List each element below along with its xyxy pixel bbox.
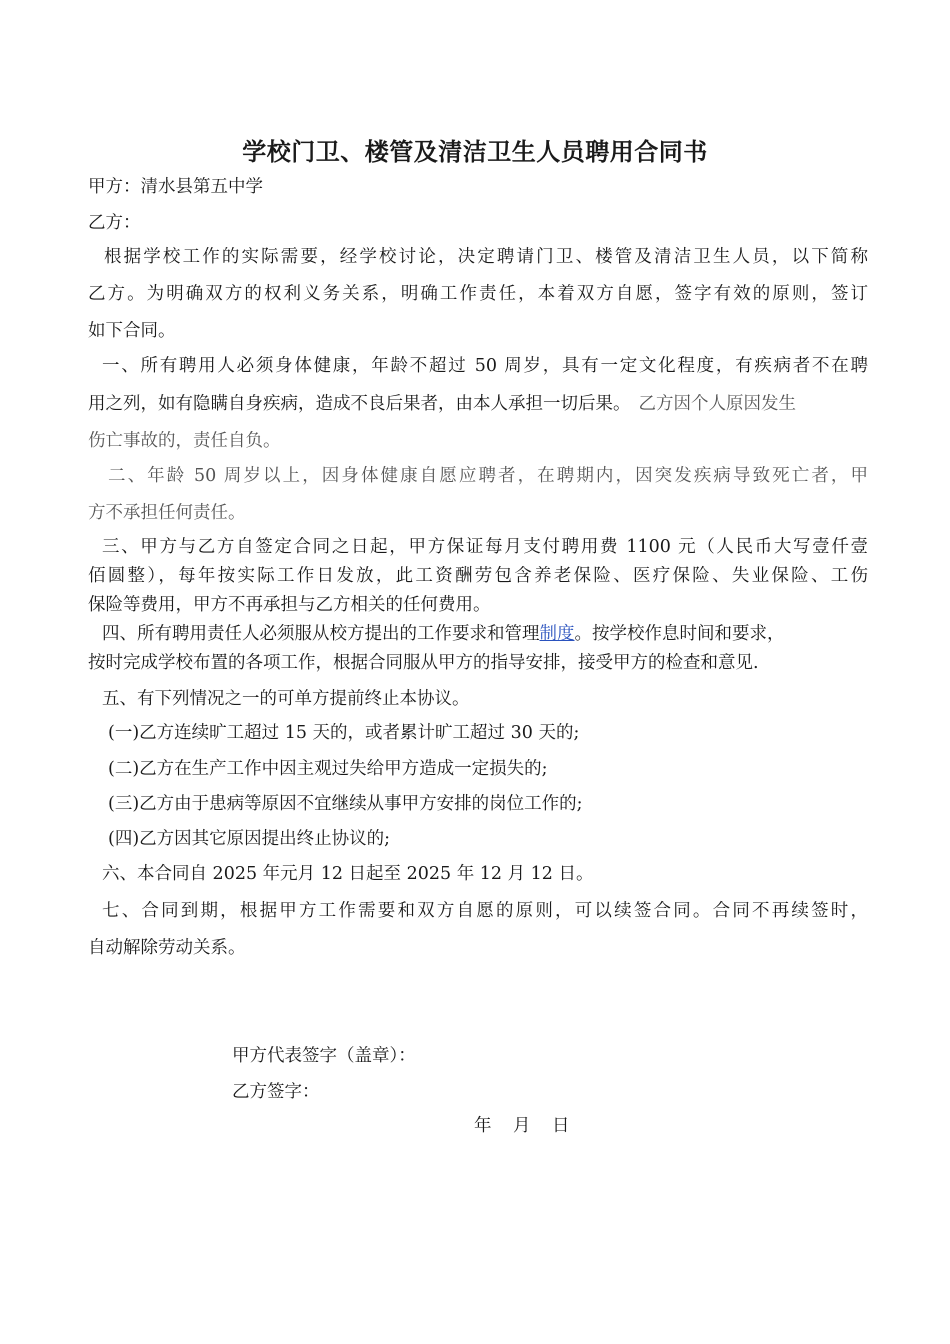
clause3-line-2: 佰圆整），每年按实际工作日发放，此工资酬劳包含养老保险、医疗保险、失业保险、工伤 xyxy=(88,566,868,586)
policy-link[interactable]: 制度 xyxy=(539,624,575,644)
clause4-line-1 xyxy=(88,623,882,645)
clause5-item-4: (四)乙方因其它原因提出终止协议的; xyxy=(108,829,391,849)
signature-date: 年 月 日 xyxy=(474,1116,572,1136)
clause2-line-1: 二、年龄 50 周岁以上，因身体健康自愿应聘者，在聘期内，因突发疾病导致死亡者，甲 xyxy=(108,466,868,486)
clause3-line-1: 三、甲方与乙方自签定合同之日起，甲方保证每月支付聘用费 1100 元（人民币大写壹仟壹 xyxy=(102,537,868,557)
clause4-text-after: 。按学校作息时间和要求， xyxy=(574,624,785,644)
party-a-signature-label: 甲方代表签字（盖章）： xyxy=(232,1046,416,1066)
clause5-item-2: (二)乙方在生产工作中因主观过失给甲方造成一定损失的; xyxy=(108,759,548,779)
clause5-item-3: (三)乙方由于患病等原因不宜继续从事甲方安排的岗位工作的; xyxy=(108,794,583,814)
party-b-line: 乙方： xyxy=(88,213,141,233)
intro-line-1: 根据学校工作的实际需要，经学校讨论，决定聘请门卫、楼管及清洁卫生人员，以下简称 xyxy=(104,247,868,267)
clause1-line-2-main: 用之列，如有隐瞒自身疾病，造成不良后果者，由本人承担一切后果。 xyxy=(88,394,631,414)
clause1-line-3: 伤亡事故的，责任自负。 xyxy=(88,431,281,451)
intro-line-3: 如下合同。 xyxy=(88,321,176,341)
clause5-heading: 五、有下列情况之一的可单方提前终止本协议。 xyxy=(102,689,470,709)
clause2-line-2: 方不承担任何责任。 xyxy=(88,503,246,523)
clause7-line-2: 自动解除劳动关系。 xyxy=(88,938,246,958)
clause1-line-2 xyxy=(88,393,868,415)
clause3-line-3: 保险等费用，甲方不再承担与乙方相关的任何费用。 xyxy=(88,595,491,615)
document-title: 学校门卫、楼管及清洁卫生人员聘用合同书 xyxy=(242,138,708,166)
party-a-line: 甲方：清水县第五中学 xyxy=(88,177,263,197)
clause1-line-1: 一、所有聘用人必须身体健康，年龄不超过 50 周岁，具有一定文化程度，有疾病者不在聘 xyxy=(102,356,868,376)
clause5-item-1: (一)乙方连续旷工超过 15 天的，或者累计旷工超过 30 天的; xyxy=(108,723,580,743)
intro-line-2: 乙方。为明确双方的权利义务关系，明确工作责任，本着双方自愿，签字有效的原则，签订 xyxy=(88,284,868,304)
party-b-signature-label: 乙方签字： xyxy=(232,1082,320,1102)
clause4-text-before: 四、所有聘用责任人必须服从校方提出的工作要求和管理 xyxy=(102,624,540,644)
clause6-line: 六、本合同自 2025 年元月 12 日起至 2025 年 12 月 12 日。 xyxy=(102,864,594,884)
clause1-line-2-tail: 乙方因个人原因发生 xyxy=(638,394,796,414)
clause4-line-2: 按时完成学校布置的各项工作，根据合同服从甲方的指导安排，接受甲方的检查和意见. xyxy=(88,653,759,673)
clause7-line-1: 七、合同到期，根据甲方工作需要和双方自愿的原则，可以续签合同。合同不再续签时， xyxy=(102,901,868,921)
